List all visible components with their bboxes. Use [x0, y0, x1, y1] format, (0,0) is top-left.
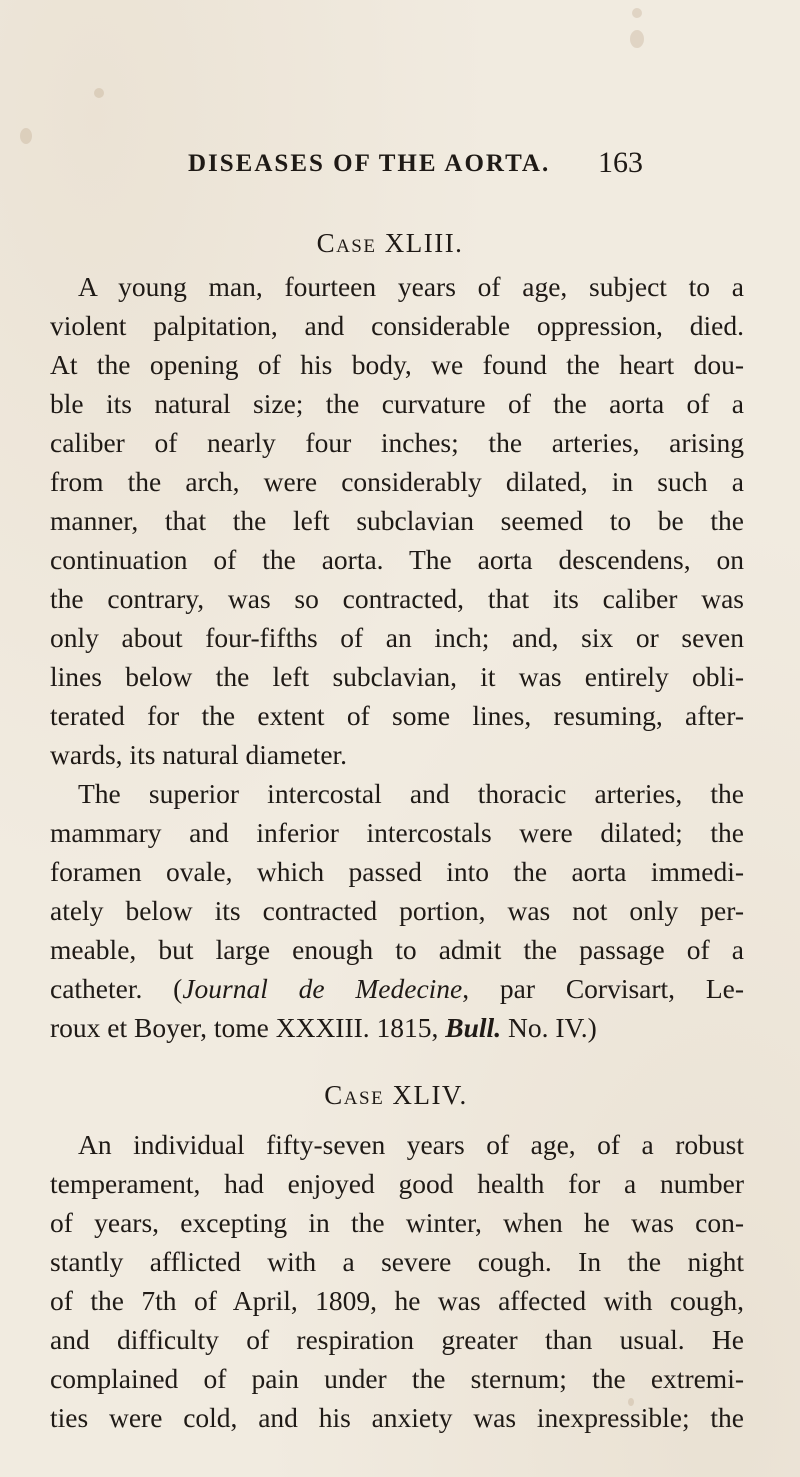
page-number: 163: [598, 146, 643, 179]
paper-stain: [630, 30, 644, 48]
text-line: the contrary, was so contracted, that its caliber was: [50, 583, 744, 614]
text-line: wards, its natural diameter.: [50, 739, 348, 770]
citation-prefix: catheter. (: [50, 973, 183, 1004]
text-line: A young man, fourteen years of age, subject to a: [78, 271, 744, 302]
citation-line: [50, 1011, 744, 1045]
citation-middle: , par Corvisart, Le-: [462, 973, 744, 1004]
text-line: foramen ovale, which passed into the aorta immedi-: [50, 856, 744, 887]
text-line: continuation of the aorta. The aorta descendens, on: [50, 544, 744, 575]
text-line: terated for the extent of some lines, resuming, after-: [50, 700, 744, 731]
text-line: ble its natural size; the curvature of the aorta of a: [50, 388, 744, 419]
paper-stain: [632, 8, 642, 18]
text-line: caliber of nearly four inches; the arteries, arising: [50, 427, 744, 458]
citation-line2-suffix: No. IV.): [501, 1012, 597, 1043]
citation-line2-prefix: roux et Boyer, tome XXXIII. 1815,: [50, 1012, 446, 1043]
text-line: only about four-fifths of an inch; and, six or seven: [50, 622, 744, 653]
text-line: from the arch, were considerably dilated, in such a: [50, 466, 744, 497]
text-line: At the opening of his body, we found the heart dou-: [50, 349, 744, 380]
text-line: ately below its contracted portion, was not only per-: [50, 895, 744, 926]
running-head-title: DISEASES OF THE AORTA.: [188, 150, 551, 177]
text-line: of the 7th of April, 1809, he was affected with cough,: [50, 1285, 744, 1316]
case-heading: Case XLIV.: [324, 1080, 468, 1110]
text-line: lines below the left subclavian, it was entirely obli-: [50, 661, 744, 692]
text-line: meable, but large enough to admit the passage of a: [50, 934, 744, 965]
text-line: stantly afflicted with a severe cough. In the night: [50, 1246, 744, 1277]
paper-stain: [20, 128, 32, 144]
text-line: An individual fifty-seven years of age, of a robust: [78, 1129, 744, 1160]
text-line: The superior intercostal and thoracic arteries, the: [78, 778, 744, 809]
text-line: complained of pain under the sternum; the extremi-: [50, 1363, 744, 1394]
text-line: violent palpitation, and considerable oppression, died.: [50, 310, 744, 341]
text-line: and difficulty of respiration greater than usual. He: [50, 1324, 744, 1355]
text-line: temperament, had enjoyed good health for a number: [50, 1168, 744, 1199]
case-heading: Case XLIII.: [316, 228, 464, 258]
text-line: mammary and inferior intercostals were dilated; the: [50, 817, 744, 848]
journal-title: Journal de Medecine: [182, 973, 463, 1004]
text-line: of years, excepting in the winter, when he was con-: [50, 1207, 744, 1238]
text-line: manner, that the left subclavian seemed to be the: [50, 505, 744, 536]
running-head: [188, 146, 688, 190]
citation-line: [50, 972, 744, 1006]
bulletin-abbrev: Bull.: [445, 1012, 502, 1043]
text-line: ties were cold, and his anxiety was inexpressible; the: [50, 1402, 744, 1433]
paper-stain: [94, 88, 104, 98]
